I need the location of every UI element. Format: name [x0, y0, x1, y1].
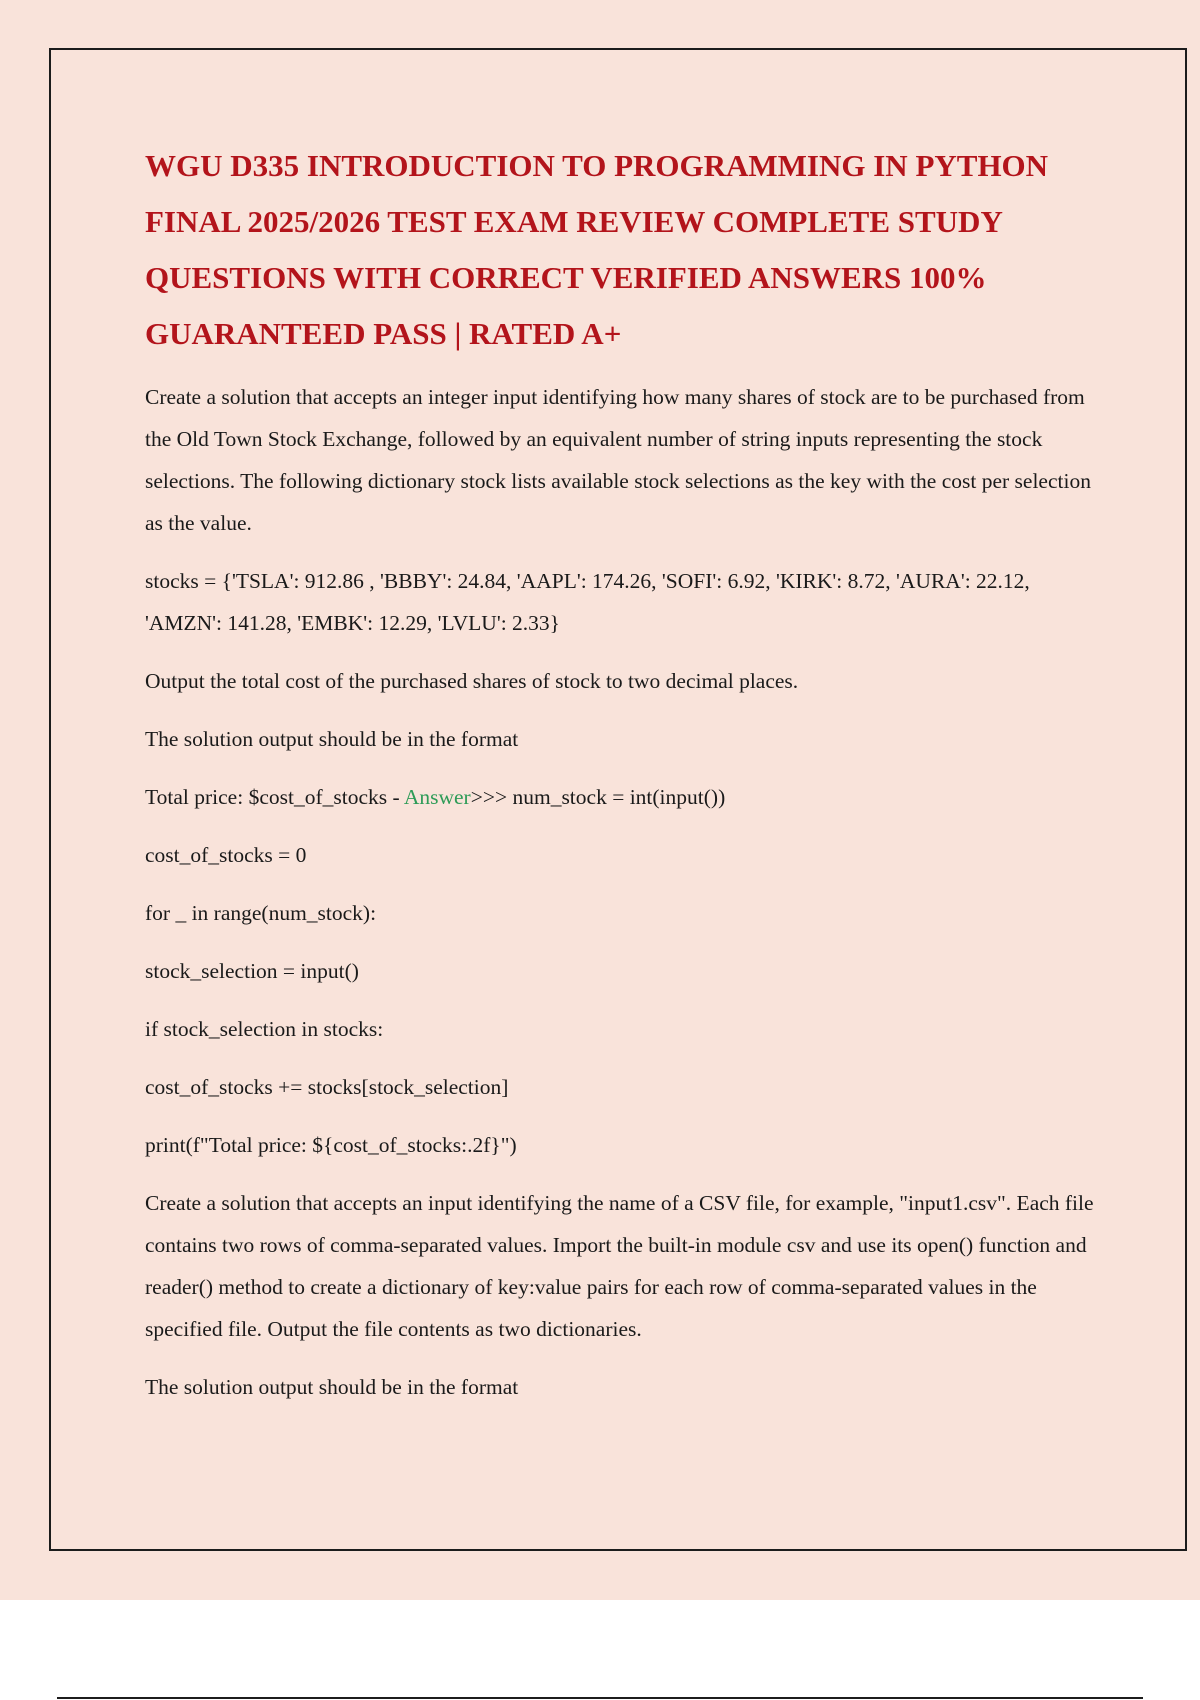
- code-line: cost_of_stocks += stocks[stock_selection]: [145, 1075, 509, 1099]
- q1-answer-first-line: >>> num_stock = int(input()): [470, 785, 726, 809]
- q1-output-instruction: Output the total cost of the purchased shares of stock to two decimal places.: [145, 669, 799, 693]
- q1-format-answer-line: [145, 776, 1095, 818]
- answer-label: Answer: [403, 785, 471, 809]
- document-content: [145, 138, 1095, 1424]
- code-line: if stock_selection in stocks:: [145, 1017, 384, 1041]
- q1-format-prefix: Total price: $cost_of_stocks -: [145, 785, 404, 809]
- code-line: for _ in range(num_stock):: [145, 901, 377, 925]
- code-line: cost_of_stocks = 0: [145, 843, 307, 867]
- code-line: print(f"Total price: ${cost_of_stocks:.2f}"): [145, 1133, 517, 1157]
- q1-stocks-dict: stocks = {'TSLA': 912.86 , 'BBBY': 24.84, 'AAPL': 174.26, 'SOFI': 6.92, 'KIRK': 8.72, 'AURA': 22.12, 'AMZN': 141.28, 'EMBK': 12.29, 'LVLU': 2.33}: [145, 569, 1030, 635]
- q1-prompt: Create a solution that accepts an integer input identifying how many shares of stock are to be purchased from the Old Town Stock Exchange, followed by an equivalent number of string inputs representing the stock selections. The following dictionary stock lists available stock selections as the key with the cost per selection as the value.: [145, 385, 1091, 535]
- footer-divider: [57, 1697, 1143, 1699]
- q2-prompt: Create a solution that accepts an input identifying the name of a CSV file, for example, "input1.csv". Each file contains two rows of comma-separated values. Import the built-in module csv and use its open() function and reader() method to create a dictionary of key:value pairs for each row of comma-separated values in the specified file. Output the file contents as two dictionaries.: [145, 1191, 1094, 1341]
- code-line: stock_selection = input(): [145, 959, 359, 983]
- document-title: WGU D335 INTRODUCTION TO PROGRAMMING IN PYTHON FINAL 2025/2026 TEST EXAM REVIEW COMPLETE STUDY QUESTIONS WITH CORRECT VERIFIED ANSWERS 100% GUARANTEED PASS | RATED A+: [145, 148, 1049, 351]
- q2-format-label: The solution output should be in the format: [145, 1375, 519, 1399]
- q1-format-label: The solution output should be in the format: [145, 727, 519, 751]
